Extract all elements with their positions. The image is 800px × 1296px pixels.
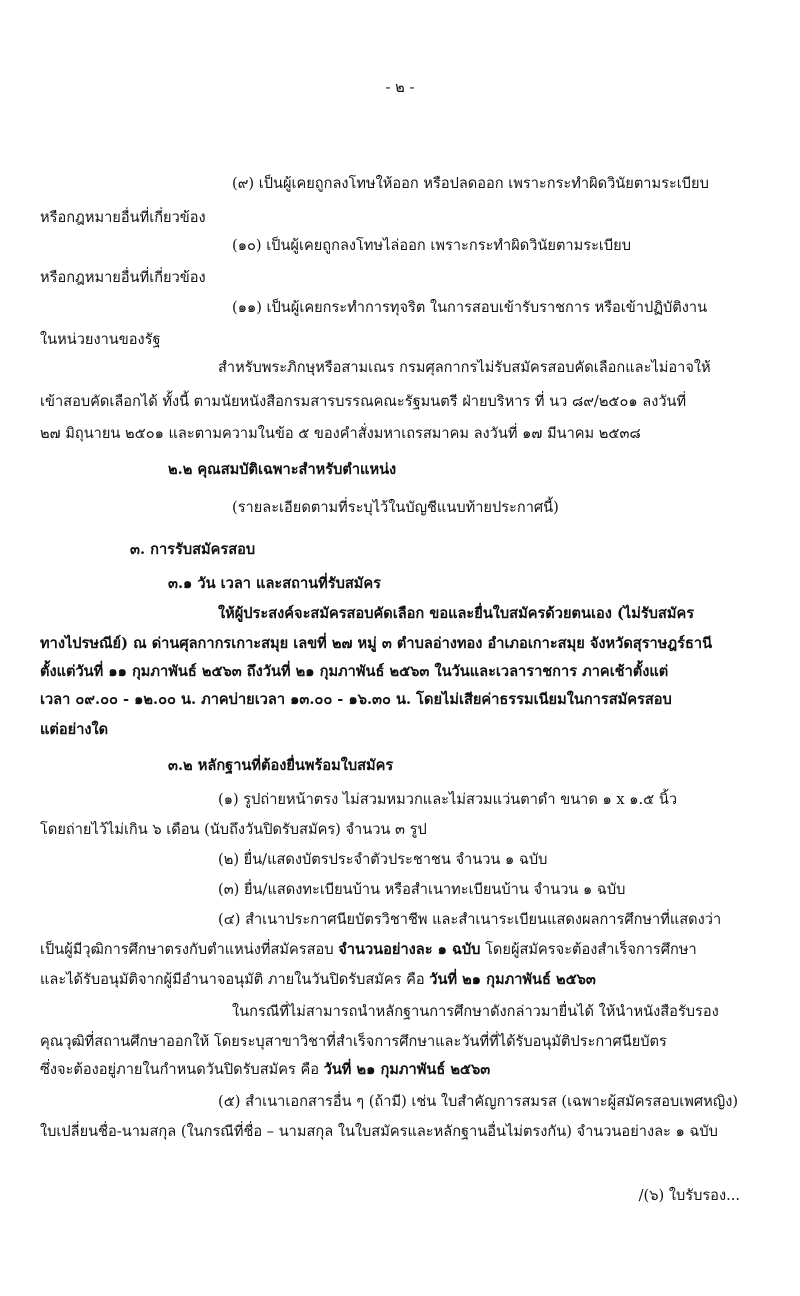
certificate-paragraph-line-3 [40, 1060, 490, 1080]
item-11: (๑๑) เป็นผู้เคยกระทำการทุจริต ในการสอบเข้ารับราชการ หรือเข้าปฏิบัติงาน [232, 299, 708, 316]
doc-item-4-text-a: เป็นผู้มีวุฒิการศึกษาตรงกับตำแหน่งที่สมัครสอบ [40, 941, 339, 958]
application-line-3: ตั้งแต่วันที่ ๑๑ กุมภาพันธ์ ๒๕๖๓ ถึงวันที่ ๒๑ กุมภาพันธ์ ๒๕๖๓ ในวันและเวลาราชการ ภาคเช้าตั้งแต่ [40, 663, 669, 680]
monk-paragraph-line-2: เข้าสอบคัดเลือกได้ ทั้งนี้ ตามนัยหนังสือกรมสารบรรณคณะรัฐมนตรี ฝ่ายบริหาร ที่ นว ๘๙/๒๕๐๑ ลงวันที่ [40, 393, 687, 410]
item-10: (๑๐) เป็นผู้เคยถูกลงโทษไล่ออก เพราะกระทำผิดวินัยตามระเบียบ [232, 237, 631, 254]
section-2-2-detail: (รายละเอียดตามที่ระบุไว้ในบัญชีแนบท้ายประกาศนี้) [232, 499, 559, 516]
doc-item-4: (๔) สำเนาประกาศนียบัตรวิชาชีพ และสำเนาระเบียนแสดงผลการศึกษาที่แสดงว่า [218, 911, 722, 928]
certificate-deadline-text: ซึ่งจะต้องอยู่ภายในกำหนดวันปิดรับสมัคร คือ [40, 1061, 324, 1078]
doc-item-1-cont: โดยถ่ายไว้ไม่เกิน ๖ เดือน (นับถึงวันปิดรับสมัคร) จำนวน ๓ รูป [40, 821, 427, 838]
page-number: - ๒ - [385, 79, 415, 96]
doc-item-1: (๑) รูปถ่ายหน้าตรง ไม่สวมหมวกและไม่สวมแว่นตาดำ ขนาด ๑ x ๑.๕ นิ้ว [218, 791, 678, 808]
doc-item-2: (๒) ยื่น/แสดงบัตรประจำตัวประชาชน จำนวน ๑ ฉบับ [218, 851, 548, 868]
monk-paragraph-line-3: ๒๗ มิถุนายน ๒๕๐๑ และตามความในข้อ ๕ ของคำสั่งมหาเถรสมาคม ลงวันที่ ๑๗ มีนาคม ๒๕๓๘ [40, 425, 641, 442]
doc-item-4-quantity: จำนวนอย่างละ ๑ ฉบับ [338, 941, 481, 958]
doc-item-4-cont-2 [40, 970, 596, 990]
section-3-heading: ๓. การรับสมัครสอบ [130, 541, 256, 558]
application-line-1: ให้ผู้ประสงค์จะสมัครสอบคัดเลือก ขอและยื่นใบสมัครด้วยตนเอง (ไม่รับสมัคร [218, 605, 695, 622]
application-line-4: เวลา ๐๙.๐๐ - ๑๒.๐๐ น. ภาคบ่ายเวลา ๑๓.๐๐ - ๑๖.๓๐ น. โดยไม่เสียค่าธรรมเนียมในการสมัครสอบ [40, 691, 672, 708]
item-9: (๙) เป็นผู้เคยถูกลงโทษให้ออก หรือปลดออก เพราะกระทำผิดวินัยตามระเบียบ [232, 175, 709, 192]
application-line-5: แต่อย่างใด [40, 721, 109, 738]
item-11-cont: ในหน่วยงานของรัฐ [40, 331, 161, 348]
item-9-cont: หรือกฎหมายอื่นที่เกี่ยวข้อง [40, 209, 206, 226]
doc-item-4-deadline-date: วันที่ ๒๑ กุมภาพันธ์ ๒๕๖๓ [429, 971, 596, 988]
section-2-2-heading: ๒.๒ คุณสมบัติเฉพาะสำหรับตำแหน่ง [168, 461, 397, 478]
doc-item-4-deadline-text: และได้รับอนุมัติจากผู้มีอำนาจอนุมัติ ภายในวันปิดรับสมัคร คือ [40, 971, 430, 988]
doc-item-5-cont: ใบเปลี่ยนชื่อ-นามสกุล (ในกรณีที่ชื่อ – นามสกุล ในใบสมัครและหลักฐานอื่นไม่ตรงกัน) จำนวนอย่างละ ๑ ฉบับ [40, 1123, 718, 1140]
doc-item-3: (๓) ยื่น/แสดงทะเบียนบ้าน หรือสำเนาทะเบียนบ้าน จำนวน ๑ ฉบับ [218, 881, 626, 898]
doc-item-4-cont-1 [40, 940, 697, 960]
application-line-2: ทางไปรษณีย์) ณ ด่านศุลกากรเกาะสมุย เลขที่ ๒๗ หมู่ ๓ ตำบลอ่างทอง อำเภอเกาะสมุย จังหวัดสุราษฎร์ธานี [40, 635, 713, 652]
doc-item-4-text-c: โดยผู้สมัครจะต้องสำเร็จการศึกษา [480, 941, 697, 958]
certificate-paragraph-line-1: ในกรณีที่ไม่สามารถนำหลักฐานการศึกษาดังกล่าวมายื่นได้ ให้นำหนังสือรับรอง [232, 1003, 719, 1020]
doc-item-5: (๕) สำเนาเอกสารอื่น ๆ (ถ้ามี) เช่น ใบสำคัญการสมรส (เฉพาะผู้สมัครสอบเพศหญิง) [218, 1093, 739, 1110]
certificate-deadline-date: วันที่ ๒๑ กุมภาพันธ์ ๒๕๖๓ [323, 1061, 491, 1078]
certificate-paragraph-line-2: คุณวุฒิที่สถานศึกษาออกให้ โดยระบุสาขาวิชาที่สำเร็จการศึกษาและวันที่ที่ได้รับอนุมัติประกาศนียบัตร [40, 1033, 667, 1050]
section-3-1-heading: ๓.๑ วัน เวลา และสถานที่รับสมัคร [168, 575, 382, 592]
section-3-2-heading: ๓.๒ หลักฐานที่ต้องยื่นพร้อมใบสมัคร [168, 757, 394, 774]
continuation-marker: /(๖) ใบรับรอง... [638, 1187, 740, 1204]
item-10-cont: หรือกฎหมายอื่นที่เกี่ยวข้อง [40, 269, 206, 286]
monk-paragraph-line-1: สำหรับพระภิกษุหรือสามเณร กรมศุลกากรไม่รับสมัครสอบคัดเลือกและไม่อาจให้ [218, 359, 711, 376]
